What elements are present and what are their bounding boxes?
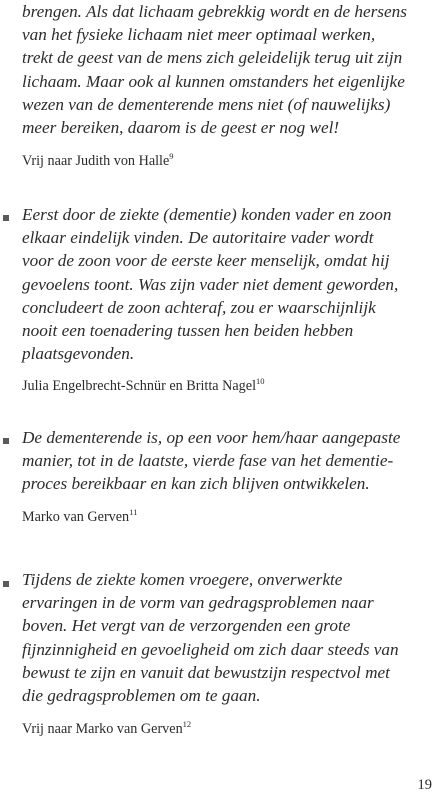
attribution-text: Marko van Gerven [22,509,130,525]
text-line: nooit een toenadering tussen hen beiden hebben [22,321,354,341]
text-line: Tijdens de ziekte komen vroegere, onverwerkte [22,570,343,589]
text-line: fijnzinnigheid en gevoeligheid om zich daar steeds van [22,639,399,659]
quote-2-text [22,203,427,365]
quote-1-attribution [22,152,427,170]
footnote-marker: 9 [169,151,174,161]
text-line: plaatsgevonden. [22,344,135,364]
bullet-square-icon [3,215,9,221]
quote-1-text [22,0,427,139]
text-line: meer bereiken, daarom is de geest er nog wel! [22,118,340,138]
text-line: gevoelens toont. Was zijn vader niet dement geworden, [22,274,399,294]
footnote-marker: 11 [129,507,138,517]
page-number: 19 [417,777,432,793]
footnote-marker: 12 [182,719,192,729]
quote-4-text [22,568,427,707]
attribution-text: Vrij naar Marko van Gerven [22,721,183,737]
text-line: ervaringen in de vorm van gedragsproblemen naar [22,593,374,613]
text-line: De dementerende is, op een voor hem/haar aangepaste [22,428,401,447]
attribution-text: Vrij naar Judith von Halle [22,153,170,169]
text-line: voor de zoon voor de eerste keer menselijk, omdat hij [22,251,390,271]
quote-3-text [22,426,427,496]
text-line: brengen. Als dat lichaam gebrekkig wordt en de hersens [22,2,407,21]
text-line: Eerst door de ziekte (dementie) konden vader en zoon [22,205,392,224]
text-line: die gedragsproblemen om te gaan. [22,686,261,706]
text-line: concludeert de zoon achteraf, zou er waarschijnlijk [22,297,376,317]
quote-3-attribution [22,508,427,526]
text-line: boven. Het vergt van de verzorgenden een grote [22,616,351,636]
attribution-text: Julia Engelbrecht-Schnür en Britta Nagel [22,378,257,394]
text-line: van het fysieke lichaam niet meer optimaal werken, [22,25,376,45]
text-line: elkaar eindelijk vinden. De autoritaire vader wordt [22,228,374,248]
bullet-square-icon [3,438,9,444]
text-line: manier, tot in de laatste, vierde fase van het dementie- [22,451,394,471]
text-line: lichaam. Maar ook al kunnen omstanders het eigenlijke [22,71,405,91]
text-line: proces bereikbaar en kan zich blijven ontwikkelen. [22,474,370,494]
text-line: bewust te zijn en vanuit dat bewustzijn respectvol met [22,662,390,682]
text-line: wezen van de dementerende mens niet (of nauwelijks) [22,94,391,114]
quote-2-attribution [22,377,427,395]
footnote-marker: 10 [256,376,265,386]
bullet-square-icon [3,581,9,587]
quote-4-attribution [22,720,427,738]
text-line: trekt de geest van de mens zich geleidelijk terug uit zijn [22,48,403,68]
